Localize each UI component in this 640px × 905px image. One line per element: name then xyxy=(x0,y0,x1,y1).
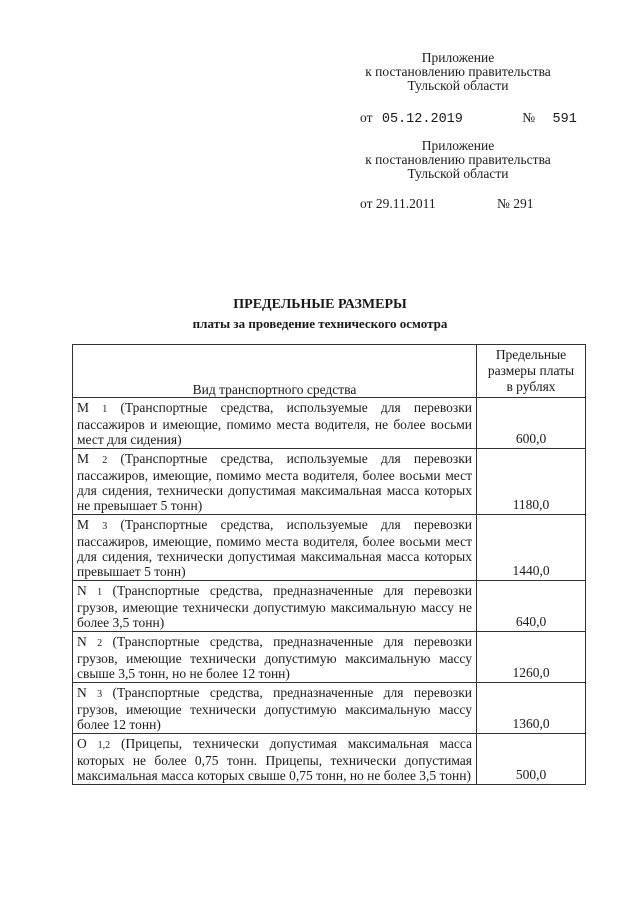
annex-region-line: Тульской области xyxy=(407,166,509,181)
vehicle-category-index: 1,2 xyxy=(97,740,111,751)
annex-label: Приложение xyxy=(421,50,495,65)
vehicle-category-index: 3 xyxy=(97,689,103,700)
header-vehicle-type: Вид транспортного средства xyxy=(73,345,477,398)
annex-label: Приложение xyxy=(421,138,495,153)
table-row xyxy=(73,683,586,734)
table-row xyxy=(73,398,586,449)
fee-value: 1260,0 xyxy=(477,632,586,683)
vehicle-text: (Прицепы, технически допустимая максимальная масса которых не более 0,75 тонн. Прицепы, технически допустимая максимальная масса которых свыше 0,75 тонн, но не более 3,5 тонн) xyxy=(77,736,473,783)
annex-header-original xyxy=(348,139,568,181)
date-prefix: от xyxy=(360,110,373,125)
vehicle-text: (Транспортные средства, предназначенные для перевозки грузов, имеющие технически допустимую максимальную массу более 12 тонн) xyxy=(77,685,472,732)
vehicle-category-index: 1 xyxy=(102,404,108,415)
header-max-fee: Предельные размеры платы в рублях xyxy=(477,345,586,398)
table-header-row xyxy=(73,345,586,398)
vehicle-description xyxy=(73,581,477,632)
vehicle-category-index: 1 xyxy=(97,587,103,598)
vehicle-description xyxy=(73,449,477,515)
vehicle-text: (Транспортные средства, используемые для перевозки пассажиров и имеющие, помимо места водителя, не более восьми мест для сидения) xyxy=(77,400,472,447)
original-date: от 29.11.2011 xyxy=(360,196,436,211)
annex-date-line-current xyxy=(360,110,577,127)
fee-value: 1440,0 xyxy=(477,515,586,581)
original-number: № 291 xyxy=(496,196,534,211)
resolution-date: 05.12.2019 xyxy=(381,112,463,127)
vehicle-category: М xyxy=(77,451,90,466)
document-subtitle: платы за проведение технического осмотра xyxy=(192,316,448,331)
vehicle-category: N xyxy=(77,583,87,598)
annex-date-line-original xyxy=(360,196,534,212)
annex-resolution-line: к постановлению правительства xyxy=(365,64,551,79)
table-row xyxy=(73,515,586,581)
vehicle-category: N xyxy=(77,685,87,700)
fee-value: 640,0 xyxy=(477,581,586,632)
vehicle-category: N xyxy=(77,634,87,649)
table-row xyxy=(73,581,586,632)
fee-value: 600,0 xyxy=(477,398,586,449)
vehicle-description xyxy=(73,734,477,785)
annex-region-line: Тульской области xyxy=(407,78,509,93)
annex-resolution-line: к постановлению правительства xyxy=(365,152,551,167)
vehicle-category: М xyxy=(77,517,90,532)
number-prefix: № xyxy=(522,110,536,125)
vehicle-description xyxy=(73,515,477,581)
vehicle-category: О xyxy=(77,736,87,751)
table-row xyxy=(73,734,586,785)
vehicle-category-index: 2 xyxy=(102,455,108,466)
table-row xyxy=(73,632,586,683)
vehicle-text: (Транспортные средства, используемые для перевозки пассажиров, имеющие, помимо места водителя, более восьми мест для сидения, технически допустимая максимальная масса которых не превышает 5 тонн) xyxy=(77,451,472,513)
fee-table xyxy=(72,344,586,785)
vehicle-text: (Транспортные средства, предназначенные для перевозки грузов, имеющие технически допустимую максимальную массу свыше 3,5 тонн, но не более 12 тонн) xyxy=(77,634,472,681)
vehicle-text: (Транспортные средства, используемые для перевозки пассажиров, имеющие, помимо места водителя, более восьми мест для сидения, технически допустимая максимальная масса которых превышает 5 тонн) xyxy=(77,517,472,579)
vehicle-description xyxy=(73,398,477,449)
fee-value: 1360,0 xyxy=(477,683,586,734)
annex-header-current xyxy=(348,51,568,93)
fee-value: 1180,0 xyxy=(477,449,586,515)
vehicle-category-index: 3 xyxy=(102,521,108,532)
document-title: ПРЕДЕЛЬНЫЕ РАЗМЕРЫ xyxy=(233,297,407,312)
vehicle-category: М xyxy=(77,400,90,415)
vehicle-description xyxy=(73,683,477,734)
vehicle-description xyxy=(73,632,477,683)
vehicle-text: (Транспортные средства, предназначенные для перевозки грузов, имеющие технически допустимую максимальную массу не более 3,5 тонн) xyxy=(77,583,472,630)
fee-value: 500,0 xyxy=(477,734,586,785)
resolution-number: 591 xyxy=(552,112,577,127)
vehicle-category-index: 2 xyxy=(97,638,103,649)
table-row xyxy=(73,449,586,515)
